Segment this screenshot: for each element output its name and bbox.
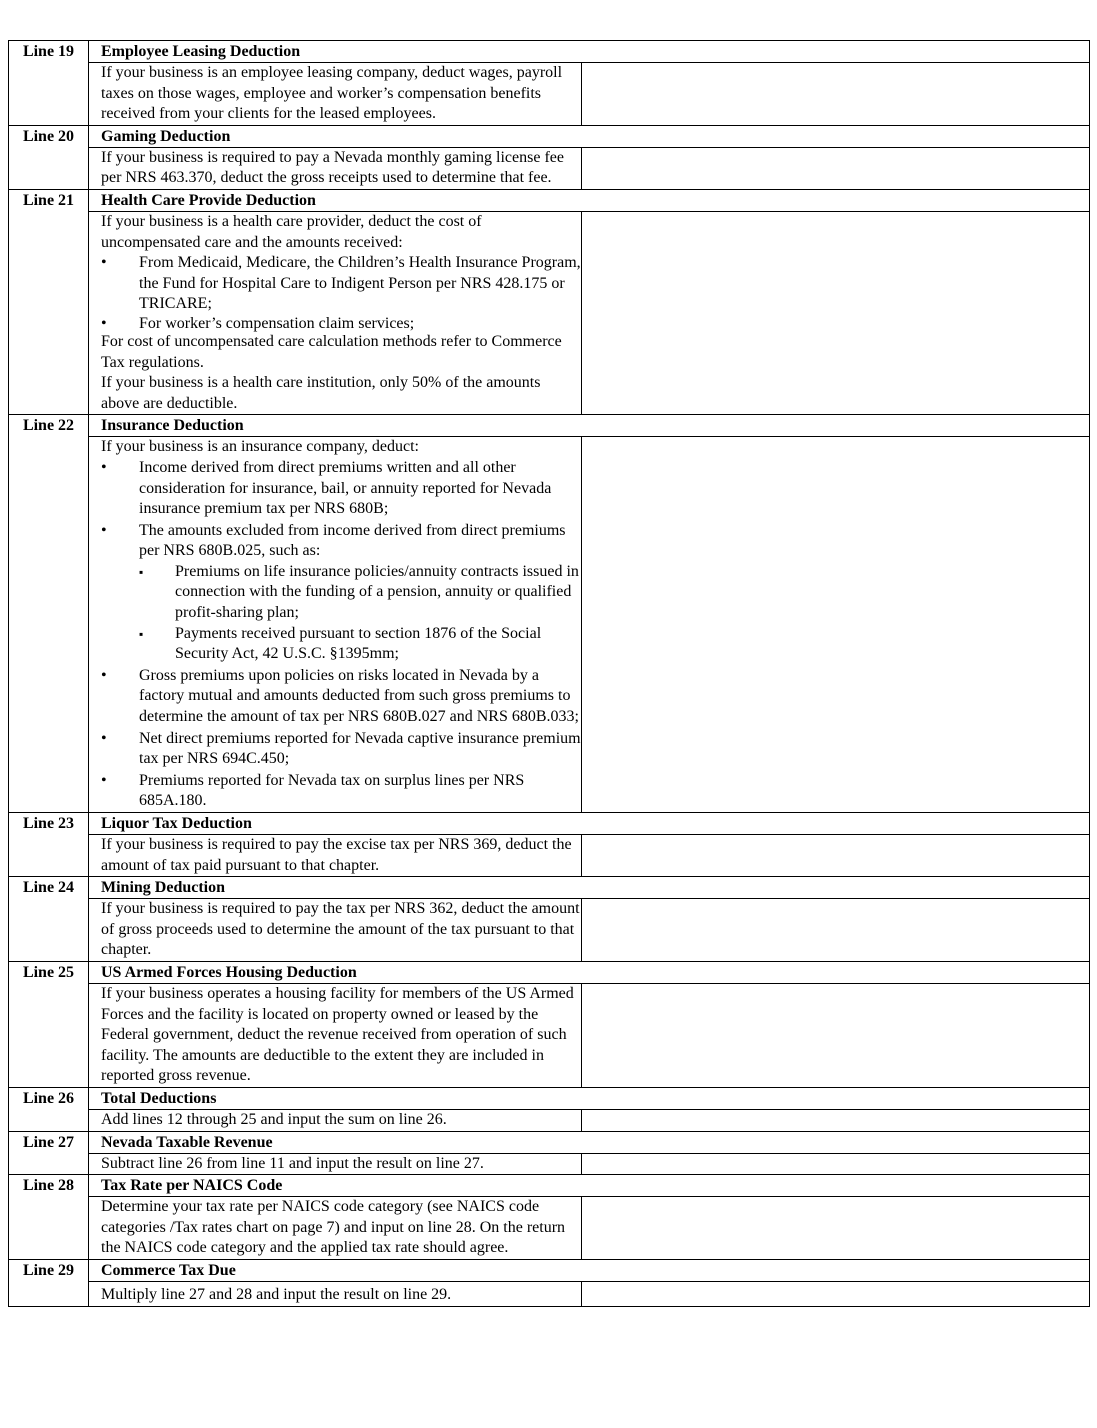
- blank-cell: [582, 437, 1089, 812]
- list-item: • For worker’s compensation claim services;: [101, 315, 581, 332]
- row-note: If your business is a health care institution, only 50% of the amounts above are deductible.: [101, 374, 541, 412]
- row-description: If your business is required to pay the excise tax per NRS 369, deduct the amount of tax paid pursuant to that chapter.: [101, 836, 572, 874]
- row-title: Gaming Deduction: [89, 126, 1089, 148]
- row-line-20: [9, 126, 1089, 190]
- list-item: • Net direct premiums reported for Nevada captive insurance premium tax per NRS 694C.450;: [101, 729, 581, 770]
- line-number: Line 22: [9, 415, 89, 812]
- line-number: Line 29: [9, 1260, 89, 1306]
- row-description: If your business is a health care provider, deduct the cost of uncompensated care and the amounts received:: [101, 212, 482, 251]
- row-title: Health Care Provide Deduction: [89, 190, 1089, 212]
- blank-cell: [582, 1110, 1089, 1131]
- blank-cell: [582, 1197, 1089, 1259]
- blank-cell: [582, 1282, 1089, 1306]
- row-line-19: [9, 41, 1089, 126]
- row-title: Nevada Taxable Revenue: [89, 1132, 1089, 1154]
- row-title: Mining Deduction: [89, 877, 1089, 899]
- row-line-22: [9, 415, 1089, 813]
- row-line-24: [9, 877, 1089, 962]
- line-number: Line 26: [9, 1088, 89, 1131]
- line-number: Line 25: [9, 962, 89, 1087]
- sub-list-item: ▪ Payments received pursuant to section 1876 of the Social Security Act, 42 U.S.C. §1395mm;: [101, 624, 581, 665]
- blank-cell: [582, 212, 1089, 414]
- row-description: If your business is an employee leasing company, deduct wages, payroll taxes on those wages, employee and worker’s compensation benefits received from your clients for the leased employees.: [101, 64, 563, 123]
- row-line-26: [9, 1088, 1089, 1132]
- row-description: If your business operates a housing facility for members of the US Armed Forces and the facility is located on property owned or leased by the Federal government, deduct the revenue received from operation of such facility. The amounts are deductible to the extent they are included in reported gross revenue.: [101, 984, 574, 1085]
- row-title: US Armed Forces Housing Deduction: [89, 962, 1089, 984]
- row-title: Employee Leasing Deduction: [89, 41, 1089, 63]
- blank-cell: [582, 148, 1089, 189]
- row-description: If your business is an insurance company, deduct:: [101, 438, 419, 456]
- blank-cell: [582, 1154, 1089, 1175]
- line-number: Line 21: [9, 190, 89, 414]
- row-title: Liquor Tax Deduction: [89, 813, 1089, 835]
- row-title: Total Deductions: [89, 1088, 1089, 1110]
- line-number: Line 23: [9, 813, 89, 876]
- row-description: Multiply line 27 and 28 and input the result on line 29.: [101, 1285, 452, 1303]
- line-number: Line 24: [9, 877, 89, 961]
- row-title: Tax Rate per NAICS Code: [89, 1175, 1089, 1197]
- list-item: • Gross premiums upon policies on risks located in Nevada by a factory mutual and amounts deducted from such gross premiums to determine the amount of tax per NRS 680B.027 and NRS 680B.033;: [101, 666, 581, 728]
- line-number: Line 28: [9, 1175, 89, 1259]
- row-line-27: [9, 1132, 1089, 1176]
- sub-list-item: ▪ Premiums on life insurance policies/annuity contracts issued in connection with the funding of a pension, annuity or qualified profit-sharing plan;: [101, 562, 581, 624]
- row-description: Determine your tax rate per NAICS code category (see NAICS code categories /Tax rates chart on page 7) and input on line 28. On the return the NAICS code category and the applied tax rate should agree.: [101, 1198, 566, 1257]
- list-item: • The amounts excluded from income derived from direct premiums per NRS 680B.025, such as:: [101, 521, 581, 562]
- row-title: Commerce Tax Due: [89, 1260, 1089, 1282]
- line-number: Line 27: [9, 1132, 89, 1175]
- row-description: Subtract line 26 from line 11 and input the result on line 27.: [101, 1154, 484, 1172]
- row-line-29: [9, 1260, 1089, 1307]
- row-description: If your business is required to pay the tax per NRS 362, deduct the amount of gross proceeds used to determine the amount of the tax pursuant to that chapter.: [101, 900, 580, 959]
- row-line-21: [9, 190, 1089, 415]
- row-note: For cost of uncompensated care calculation methods refer to Commerce Tax regulations.: [101, 332, 562, 371]
- row-description: Add lines 12 through 25 and input the sum on line 26.: [101, 1110, 447, 1128]
- row-description: If your business is required to pay a Nevada monthly gaming license fee per NRS 463.370, deduct the gross receipts used to determine that fee.: [101, 148, 564, 187]
- row-line-28: [9, 1175, 1089, 1260]
- row-line-25: [9, 962, 1089, 1088]
- row-title: Insurance Deduction: [89, 415, 1089, 437]
- blank-cell: [582, 835, 1089, 876]
- row-line-23: [9, 813, 1089, 877]
- instructions-table: [8, 40, 1090, 1307]
- bullet-list: [101, 253, 581, 332]
- list-item: • From Medicaid, Medicare, the Children’s Health Insurance Program, the Fund for Hospital Care to Indigent Person per NRS 428.175 or TRICARE;: [101, 253, 581, 315]
- bullet-list: [101, 458, 581, 812]
- list-item: • Income derived from direct premiums written and all other consideration for insurance, bail, or annuity reported for Nevada insurance premium tax per NRS 680B;: [101, 458, 581, 520]
- list-item: • Premiums reported for Nevada tax on surplus lines per NRS 685A.180.: [101, 771, 581, 812]
- blank-cell: [582, 899, 1089, 961]
- line-number: Line 20: [9, 126, 89, 189]
- blank-cell: [582, 63, 1089, 125]
- line-number: Line 19: [9, 41, 89, 125]
- blank-cell: [582, 984, 1089, 1087]
